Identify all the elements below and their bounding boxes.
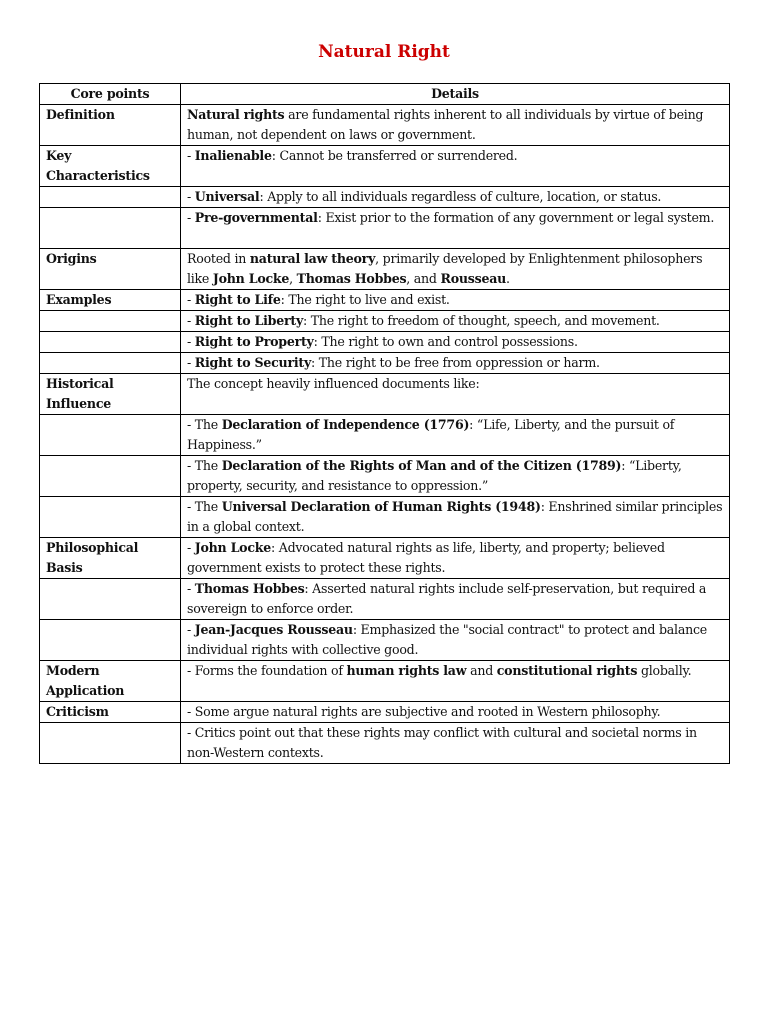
detail-text: , primarily developed by Enlightenment philosophers like [187,251,703,286]
document-title: Natural Right [318,42,450,62]
core-point-cell: Examples [40,290,181,311]
detail-text: - [187,313,195,328]
table-row [40,415,730,456]
header-details: Details [181,84,730,105]
bold-term: Jean-Jacques Rousseau [194,622,353,637]
table-row [40,146,730,187]
details-cell [181,311,730,332]
bold-term: Right to Property [194,334,314,349]
bold-term: Declaration of Independence (1776) [221,417,470,432]
bold-term: John Locke [212,271,290,286]
details-cell [181,187,730,208]
detail-text: - [187,189,195,204]
detail-text: Rooted in [187,251,250,266]
details-cell [181,415,730,456]
core-point-cell: Definition [40,105,181,146]
detail-text: . [506,271,510,286]
core-point-cell [40,723,181,764]
detail-text: : “Life, Liberty, and the pursuit of Happiness.” [187,417,675,452]
core-point-cell [40,579,181,620]
table-row [40,620,730,661]
table-row [40,661,730,702]
detail-text: : The right to own and control possessions. [313,334,578,349]
detail-text: , and [406,271,441,286]
bold-term: Inalienable [194,148,272,163]
core-point-cell: Key Characteristics [40,146,181,187]
table-row [40,538,730,579]
detail-text: - Forms the foundation of [187,663,347,678]
detail-text: - The [187,458,222,473]
detail-text: The concept heavily influenced documents like: [187,376,480,391]
core-point-cell: Criticism [40,702,181,723]
details-cell [181,353,730,374]
core-point-cell: Historical Influence [40,374,181,415]
table-row [40,456,730,497]
core-point-cell [40,311,181,332]
table-row [40,374,730,415]
core-point-cell [40,497,181,538]
details-cell [181,661,730,702]
bold-term: human rights law [346,663,467,678]
details-cell [181,456,730,497]
detail-text: - Critics point out that these rights may conflict with cultural and societal norms in non-Western contexts. [187,725,697,760]
details-cell [181,249,730,290]
detail-text: - [187,334,195,349]
table-row [40,311,730,332]
core-point-cell [40,415,181,456]
core-point-cell [40,208,181,249]
detail-text: - [187,540,195,555]
table-row [40,249,730,290]
details-cell [181,538,730,579]
table-row [40,702,730,723]
table-body [40,105,730,764]
bold-term: constitutional rights [496,663,638,678]
core-point-cell [40,456,181,497]
table-row [40,579,730,620]
bold-term: Right to Liberty [194,313,304,328]
detail-text: : Exist prior to the formation of any government or legal system. [317,210,715,225]
details-cell [181,105,730,146]
details-cell [181,620,730,661]
detail-text: : Enshrined similar principles in a global context. [187,499,723,534]
bold-term: Natural rights [187,107,285,122]
bold-term: Universal [194,189,260,204]
detail-text: : “Liberty, property, security, and resistance to oppression.” [187,458,682,493]
table-row [40,497,730,538]
details-cell [181,146,730,187]
table-row [40,290,730,311]
header-core-points: Core points [40,84,181,105]
detail-text: - Some argue natural rights are subjective and rooted in Western philosophy. [187,704,661,719]
detail-text: , [289,271,297,286]
core-point-cell: Origins [40,249,181,290]
core-point-cell [40,353,181,374]
detail-text: - [187,355,195,370]
bold-term: Thomas Hobbes [296,271,407,286]
detail-text: : Cannot be transferred or surrendered. [271,148,518,163]
detail-text: - The [187,417,222,432]
detail-text: - [187,292,195,307]
table-row [40,105,730,146]
table-row [40,187,730,208]
detail-text: - [187,622,195,637]
detail-text: and [466,663,497,678]
detail-text: - [187,210,195,225]
table-row [40,353,730,374]
bold-term: natural law theory [249,251,376,266]
core-point-cell [40,332,181,353]
detail-text: : Advocated natural rights as life, liberty, and property; believed government exists to protect these rights. [187,540,665,575]
details-cell [181,702,730,723]
detail-text: : Asserted natural rights include self-preservation, but required a sovereign to enforce order. [187,581,707,616]
bold-term: Universal Declaration of Human Rights (1948) [221,499,541,514]
bold-term: Right to Security [194,355,312,370]
core-point-cell: Philosophical Basis [40,538,181,579]
core-point-cell: Modern Application [40,661,181,702]
detail-text: : Apply to all individuals regardless of culture, location, or status. [259,189,662,204]
detail-text: are fundamental rights inherent to all individuals by virtue of being human, not dependent on laws or government. [187,107,704,142]
detail-text: - [187,581,195,596]
bold-term: Right to Life [194,292,281,307]
detail-text: : The right to be free from oppression or harm. [311,355,600,370]
bold-term: Thomas Hobbes [194,581,305,596]
detail-text: - The [187,499,222,514]
bold-term: Pre-governmental [194,210,318,225]
table-row [40,332,730,353]
detail-text: - [187,148,195,163]
details-cell [181,374,730,415]
bold-term: Rousseau [440,271,507,286]
bold-term: Declaration of the Rights of Man and of the Citizen (1789) [221,458,622,473]
core-point-cell [40,620,181,661]
detail-text: : Emphasized the "social contract" to protect and balance individual rights with collective good. [187,622,707,657]
detail-text: globally. [637,663,692,678]
details-cell [181,723,730,764]
details-cell [181,332,730,353]
table-row [40,208,730,249]
detail-text: : The right to freedom of thought, speech, and movement. [303,313,660,328]
details-cell [181,290,730,311]
table-header-row [40,84,730,105]
table-row [40,723,730,764]
natural-right-table [39,83,730,764]
core-point-cell [40,187,181,208]
bold-term: John Locke [194,540,271,555]
detail-text: : The right to live and exist. [280,292,450,307]
details-cell [181,208,730,249]
details-cell [181,579,730,620]
details-cell [181,497,730,538]
